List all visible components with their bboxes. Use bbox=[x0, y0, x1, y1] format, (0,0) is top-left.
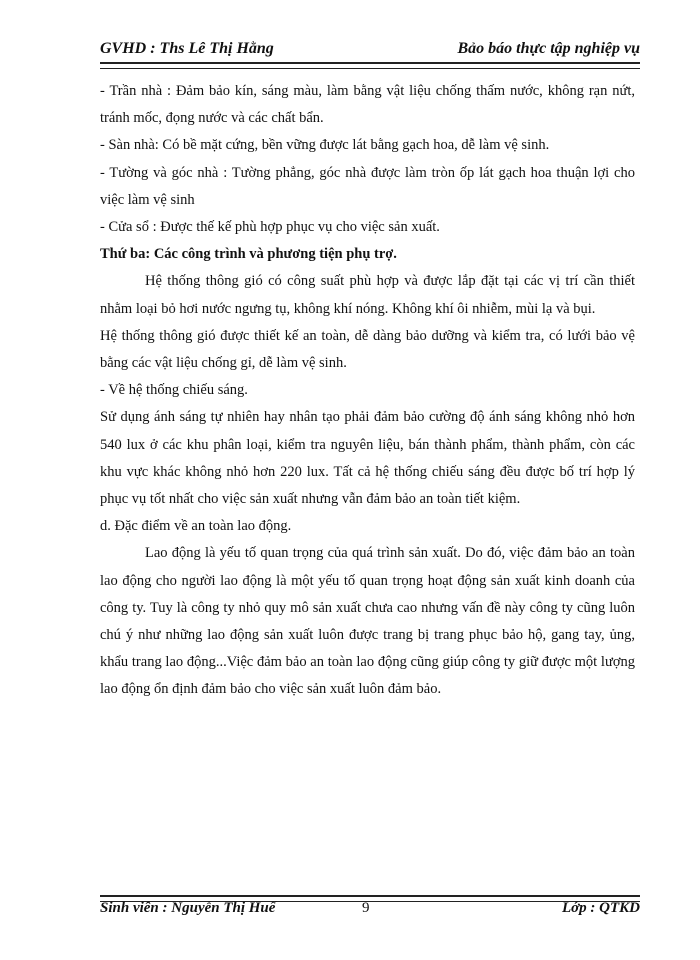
header-report-title: Bảo báo thực tập nghiệp vụ bbox=[457, 40, 640, 57]
paragraph-windows: - Cửa sổ : Được thế kế phù hợp phục vụ cho việc sản xuất. bbox=[100, 219, 440, 236]
document-body bbox=[100, 78, 635, 704]
section-heading-safety: d. Đặc điểm về an toàn lao động. bbox=[100, 518, 292, 535]
footer-student: Sinh viên : Nguyễn Thị Huế bbox=[100, 900, 276, 916]
footer-class: Lớp : QTKD bbox=[561, 900, 640, 916]
section-heading-third: Thứ ba: Các công trình và phương tiện phụ trợ. bbox=[100, 246, 397, 263]
paragraph-ceiling: - Trần nhà : Đảm bảo kín, sáng màu, làm bằng vật liệu chống thấm nước, không rạn nứt, tránh mốc, đọng nước và các chất bẩn. bbox=[100, 83, 635, 127]
page-number: 9 bbox=[362, 900, 370, 916]
paragraph-ventilation: Hệ thống thông gió có công suất phù hợp và được lắp đặt tại các vị trí cần thiết nhằm loại bỏ hơi nước ngưng tụ, không khí nóng. Không khí ôi nhiễm, mùi lạ và bụi. bbox=[100, 273, 635, 317]
paragraph-lighting: Sử dụng ánh sáng tự nhiên hay nhân tạo phải đảm bảo cường độ ánh sáng không nhỏ hơn 540 lux ở các khu phân loại, kiểm tra nguyên liệu, bán thành phẩm, thành phẩm, còn các khu vực khác không nhỏ hơn 220 lux. Tất cả hệ thống chiếu sáng đều được bố trí hợp lý phục vụ tốt nhất cho việc sản xuất nhưng vẫn đảm bảo an toàn tiết kiệm. bbox=[100, 409, 635, 508]
header-supervisor: GVHD : Ths Lê Thị Hằng bbox=[100, 40, 274, 57]
header-rule bbox=[100, 62, 640, 69]
page-header bbox=[100, 40, 640, 62]
paragraph-lighting-heading: - Về hệ thống chiếu sáng. bbox=[100, 382, 248, 399]
paragraph-floor: - Sàn nhà: Có bề mặt cứng, bền vững được lát bằng gạch hoa, dễ làm vệ sinh. bbox=[100, 137, 550, 154]
page-footer bbox=[100, 900, 640, 922]
paragraph-walls: - Tường và góc nhà : Tường phẳng, góc nhà được làm tròn ốp lát gạch hoa thuận lợi cho việc làm vệ sinh bbox=[100, 164, 635, 208]
paragraph-safety: Lao động là yếu tố quan trọng của quá trình sản xuất. Do đó, việc đảm bảo an toàn lao động cho người lao động là một yếu tố quan trọng hoạt động sản xuất kinh doanh của công ty. Tuy là công ty nhỏ quy mô sản xuất chưa cao nhưng vấn đề này công ty cũng luôn chú ý như những lao động sản xuất luôn được trang bị trang phục bảo hộ, gang tay, ủng, khẩu trang lao động...Việc đảm bảo an toàn lao động cũng giúp công ty giữ được một lượng lao động ổn định đảm bảo cho việc sản xuất luôn đảm bảo. bbox=[100, 545, 635, 698]
paragraph-ventilation-design: Hệ thống thông gió được thiết kế an toàn, dễ dàng bảo dưỡng và kiểm tra, có lưới bảo vệ bằng các vật liệu chống gỉ, dễ làm vệ sinh. bbox=[100, 327, 635, 372]
